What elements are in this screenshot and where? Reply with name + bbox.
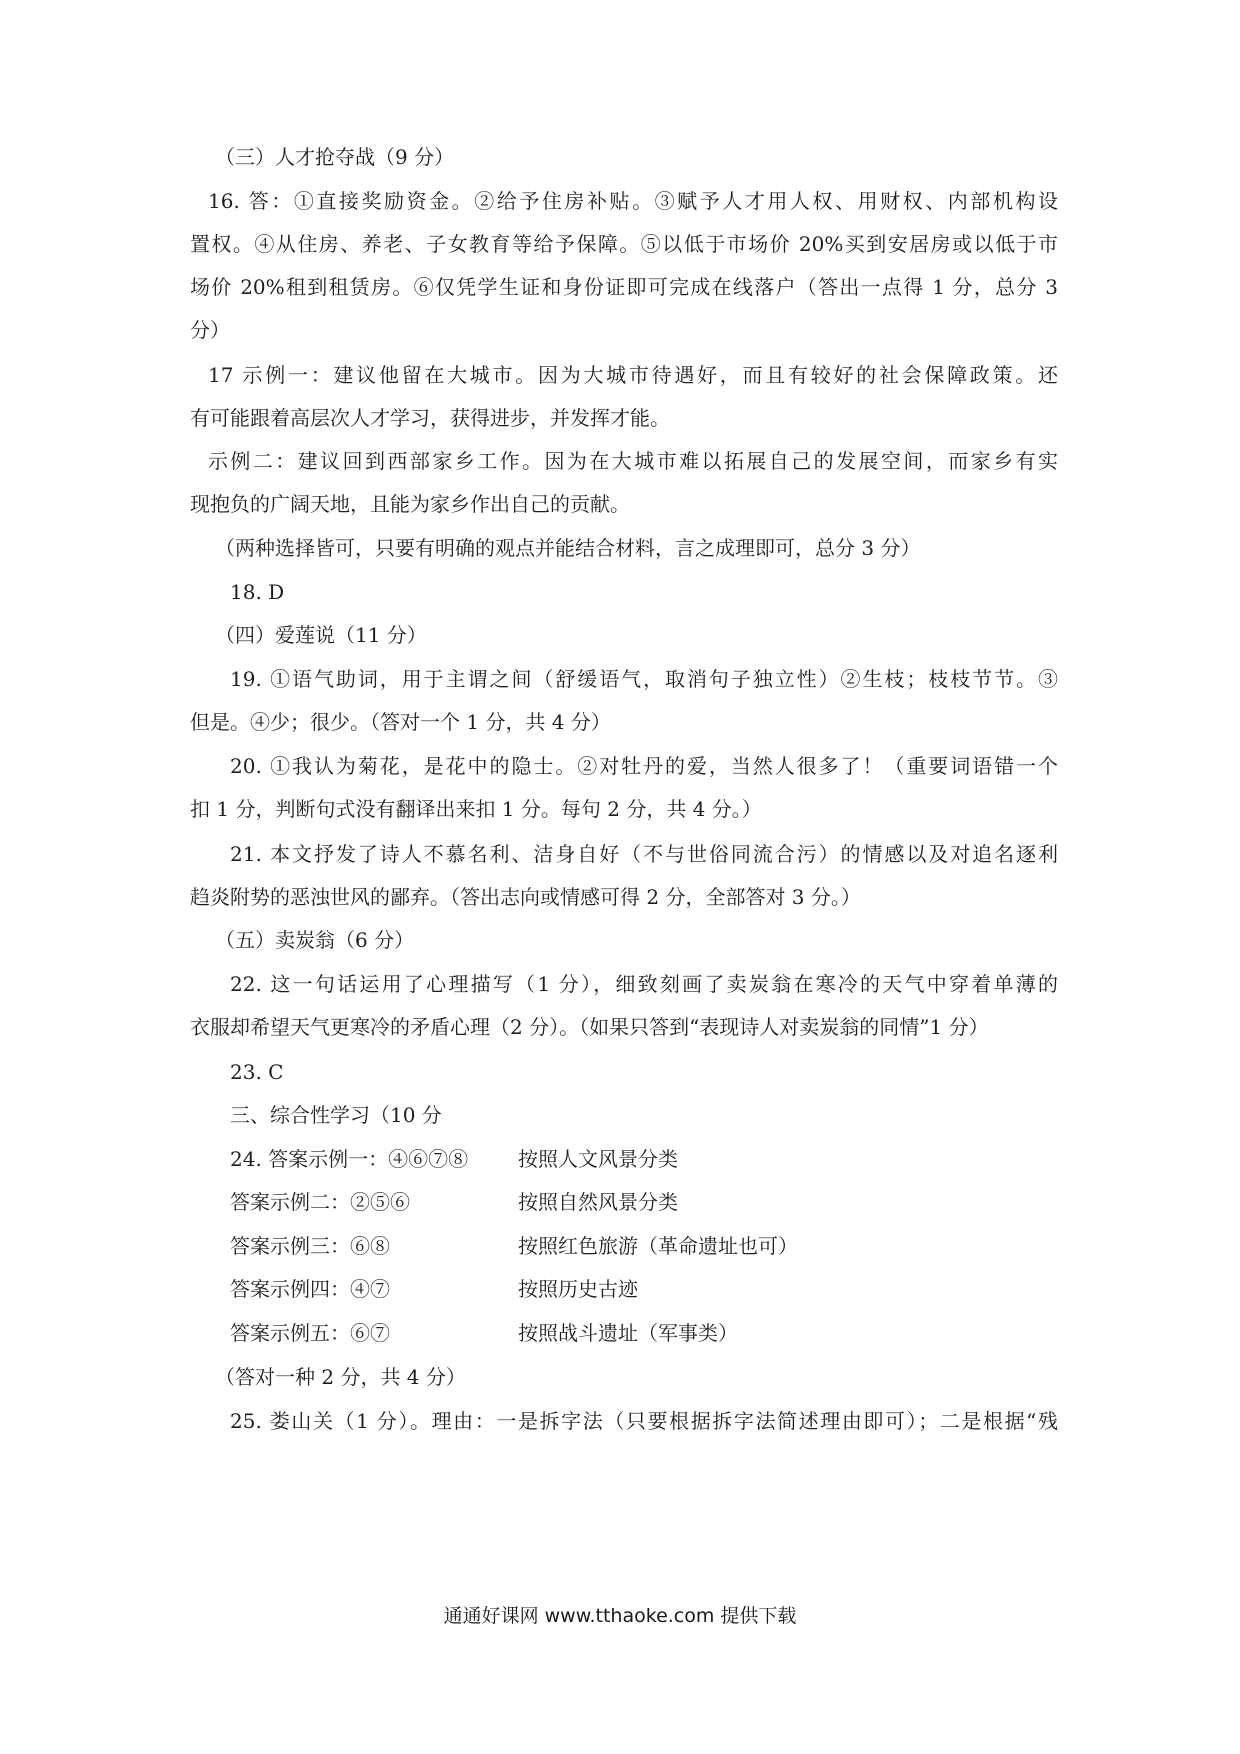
answer-18: 18. D [230,580,285,604]
answer-21-line-2: 趋炎附势的恶浊世风的鄙弃。（答出志向或情感可得 2 分，全部答对 3 分。） [190,885,861,909]
answer-17-note: （两种选择皆可，只要有明确的观点并能结合材料，言之成理即可，总分 3 分） [215,536,921,560]
answer-22-line-2: 衣服却希望天气更寒冷的矛盾心理（2 分）。（如果只答到“表现诗人对卖炭翁的同情”1 分） [190,1015,989,1039]
answer-17-line-2: 有可能跟着高层次人才学习，获得进步，并发挥才能。 [190,406,670,430]
answer-24-note: （答对一种 2 分，共 4 分） [215,1365,466,1389]
answer-24-label-4: 答案示例四：④⑦ [230,1277,390,1301]
answer-24-desc-1: 按照人文风景分类 [518,1147,678,1171]
answer-16-line-4: 分） [190,318,230,342]
answer-21-line-1: 21. 本文抒发了诗人不慕名利、洁身自好（不与世俗同流合污）的情感以及对追名逐利 [230,842,1058,866]
answer-16-line-1: 16. 答：①直接奖励资金。②给予住房补贴。③赋予人才用人权、用财权、内部机构设 [208,189,1058,213]
answer-20-line-1: 20. ①我认为菊花，是花中的隐士。②对牡丹的爱，当然人很多了！（重要词语错一个 [230,754,1058,778]
answer-19-line-1: 19. ①语气助词，用于主谓之间（舒缓语气，取消句子独立性）②生枝；枝枝节节。③ [230,667,1058,691]
page-footer: 通通好课网 www.tthaoke.com 提供下载 [443,1605,797,1627]
answer-16-line-3: 场价 20%租到租赁房。⑥仅凭学生证和身份证即可完成在线落户（答出一点得 1 分，总分 3 [190,275,1058,299]
answer-24-label-2: 答案示例二：②⑤⑥ [230,1190,410,1214]
answer-22-line-1: 22. 这一句话运用了心理描写（1 分），细致刻画了卖炭翁在寒冷的天气中穿着单薄的 [230,972,1058,996]
answer-24-desc-2: 按照自然风景分类 [518,1190,678,1214]
answer-24-desc-3: 按照红色旅游（革命遗址也可） [518,1234,798,1258]
section-heading-5: （五）卖炭翁（6 分） [215,928,415,952]
answer-24-desc-4: 按照历史古迹 [518,1277,638,1301]
answer-17-line-3: 示例二：建议回到西部家乡工作。因为在大城市难以拓展自己的发展空间，而家乡有实 [208,449,1058,473]
answer-23: 23. C [230,1060,284,1084]
answer-19-line-2: 但是。④少；很少。（答对一个 1 分，共 4 分） [190,710,611,734]
answer-17-line-1: 17 示例一：建议他留在大城市。因为大城市待遇好，而且有较好的社会保障政策。还 [208,363,1058,387]
answer-24-desc-5: 按照战斗遗址（军事类） [518,1321,738,1345]
answer-17-line-4: 现抱负的广阔天地，且能为家乡作出自己的贡献。 [190,492,630,516]
section-heading-3: （三）人才抢夺战（9 分） [215,145,455,169]
answer-24-label-3: 答案示例三：⑥⑧ [230,1234,390,1258]
answer-16-line-2: 置权。④从住房、养老、子女教育等给予保障。⑤以低于市场价 20%买到安居房或以低于市 [190,232,1058,256]
answer-24-label-5: 答案示例五：⑥⑦ [230,1321,390,1345]
answer-25-line-1: 25. 娄山关（1 分）。理由：一是拆字法（只要根据拆字法简述理由即可）；二是根据“残 [230,1409,1058,1433]
section-heading-4: （四）爱莲说（11 分） [215,623,427,647]
answer-20-line-2: 扣 1 分，判断句式没有翻译出来扣 1 分。每句 2 分，共 4 分。） [190,797,762,821]
part-heading-3: 三、综合性学习（10 分 [230,1103,442,1127]
answer-24-label-1: 24. 答案示例一：④⑥⑦⑧ [230,1147,469,1171]
